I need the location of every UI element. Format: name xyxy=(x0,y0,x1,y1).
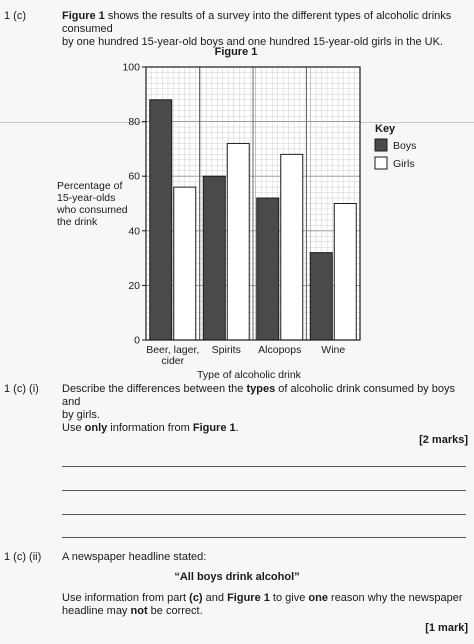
x-tick-label xyxy=(321,344,345,356)
q1cii-one: one xyxy=(308,592,328,604)
y-label-line: Percentage of xyxy=(57,180,123,192)
q1ci-use-b: information from xyxy=(107,422,193,434)
q1ci-instruction xyxy=(62,422,239,435)
q1ci-text-line2: by girls. xyxy=(62,409,100,421)
chart-y-label xyxy=(56,180,128,228)
legend-swatch-boys xyxy=(375,139,387,151)
legend-title: Key xyxy=(375,123,396,135)
legend-swatch-girls xyxy=(375,157,387,169)
q1ci-text-b: of alcoholic drink consumed by boys and xyxy=(62,383,455,408)
x-tick-label-line: cider xyxy=(161,355,185,367)
q1cii-figure-ref: Figure 1 xyxy=(227,592,270,604)
question-number-1c: 1 (c) xyxy=(4,10,26,22)
y-label-line: the drink xyxy=(57,216,98,228)
bar-boys-2 xyxy=(203,176,225,340)
q1ci-use-c: . xyxy=(235,422,239,434)
q1cii-c: to give xyxy=(269,592,309,604)
answer-line[interactable] xyxy=(62,490,466,491)
bar-girls-1 xyxy=(174,187,196,340)
answer-line[interactable] xyxy=(62,537,466,538)
legend-label-boys: Boys xyxy=(393,140,417,152)
chart-x-label: Type of alcoholic drink xyxy=(197,369,301,381)
q1ci-text-a: Describe the differences between the xyxy=(62,383,247,395)
chart-title: Figure 1 xyxy=(214,46,258,58)
q1cii-question xyxy=(62,592,467,618)
q1cii-b: and xyxy=(202,592,228,604)
y-tick-label: 100 xyxy=(122,61,140,74)
q1cii-a: Use information from part xyxy=(62,592,190,604)
bar-boys-1 xyxy=(150,100,172,340)
legend-label-girls: Girls xyxy=(393,158,415,170)
x-tick-label-line: Alcopops xyxy=(258,344,302,356)
y-tick-label: 0 xyxy=(134,334,140,347)
x-tick-label-line: Beer, lager, xyxy=(146,344,200,356)
bar-boys-4 xyxy=(310,253,332,340)
y-label-line: 15-year-olds xyxy=(57,192,116,204)
bar-girls-2 xyxy=(227,143,249,340)
bar-boys-3 xyxy=(257,198,279,340)
q1cii-not: not xyxy=(130,605,148,617)
chart-legend xyxy=(375,123,416,170)
bar-girls-4 xyxy=(334,204,356,341)
intro-text: shows the results of a survey into the different types of alcoholic drinks consumed xyxy=(62,10,452,35)
y-tick-label: 40 xyxy=(128,225,140,238)
answer-line[interactable] xyxy=(62,514,466,515)
q1cii-f: be correct. xyxy=(147,605,203,617)
question-number-1cii: 1 (c) (ii) xyxy=(4,551,42,563)
bar-girls-3 xyxy=(281,154,303,340)
question-1ci-text xyxy=(62,383,467,422)
q1cii-intro: A newspaper headline stated: xyxy=(62,551,207,563)
x-tick-label xyxy=(146,344,199,367)
q1ci-marks: [2 marks] xyxy=(419,434,468,446)
q1cii-marks: [1 mark] xyxy=(425,622,468,634)
answer-line[interactable] xyxy=(62,466,466,467)
q1cii-part-ref: (c) xyxy=(189,592,203,604)
y-tick-label: 20 xyxy=(128,279,140,292)
question-1c-intro-line2: by one hundred 15-year-old boys and one hundred 15-year-old girls in the UK. xyxy=(62,36,443,48)
q1ci-use-only: only xyxy=(84,422,108,434)
x-tick-label-line: Spirits xyxy=(211,344,241,356)
q1ci-bold-types: types xyxy=(246,383,276,395)
q1cii-d: reason why the newspaper xyxy=(327,592,463,604)
y-label-line: who consumed xyxy=(57,204,128,216)
y-tick-label: 80 xyxy=(128,116,140,129)
x-tick-label xyxy=(258,344,301,356)
x-tick-label xyxy=(212,344,241,356)
q1cii-e: headline may xyxy=(62,605,131,617)
chart-x-ticks xyxy=(146,344,345,367)
q1ci-use-a: Use xyxy=(62,422,85,434)
x-tick-label-line: Wine xyxy=(321,344,346,356)
newspaper-headline: “All boys drink alcohol” xyxy=(174,571,300,583)
figure-ref: Figure 1 xyxy=(62,10,105,22)
question-number-1ci: 1 (c) (i) xyxy=(4,383,39,395)
q1ci-use-figure: Figure 1 xyxy=(192,422,236,434)
y-tick-label: 60 xyxy=(128,170,140,183)
